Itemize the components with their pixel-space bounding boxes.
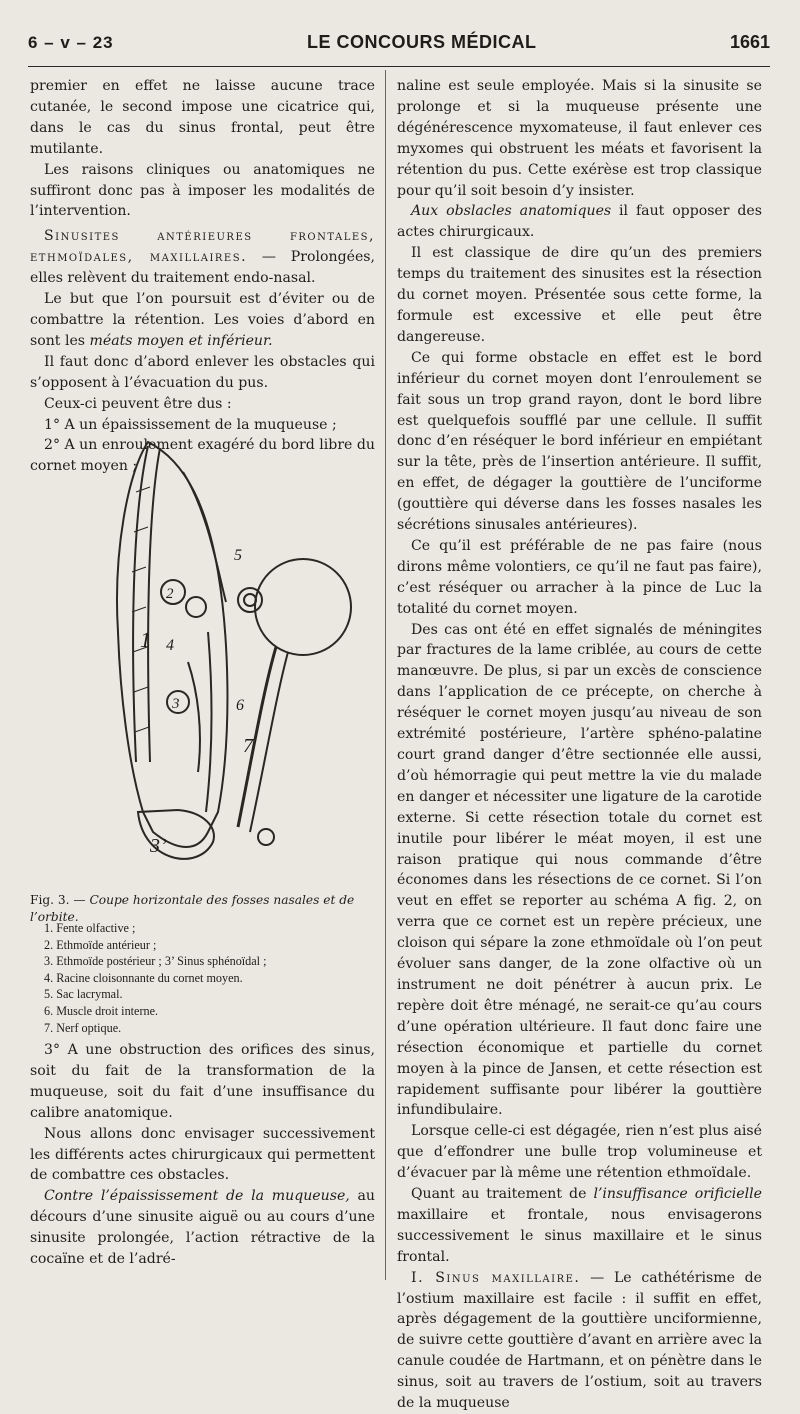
mark-4: 4 [166, 637, 174, 654]
emphasis: méats moyen et inférieur. [89, 332, 273, 349]
emphasis: Contre l’épaississement de la muqueuse, [44, 1188, 350, 1205]
figure-label: Fig. 3. [30, 893, 70, 907]
legend-item: 1. Fente olfactive ; [44, 921, 136, 935]
paragraph: naline est seule employée. Mais si la sinusite se prolonge et si la muqueuse présente une dégénérescence myxomateuse, il faut enlever ces myxomes qui obstruent les méats et favorisent la rétention du pus. Cette exérèse est trop classique pour qu’il soit besoin d’y insister. [397, 78, 762, 199]
section-heading [30, 226, 375, 289]
paragraph: Ceux-ci peuvent être dus : [44, 395, 232, 412]
journal-title: LE CONCOURS MÉDICAL [307, 32, 537, 52]
paragraph: I. Sinus maxillaire. — Le cathétérisme de l’ostium maxillaire est facile : il suffit en effet, après dégagement de la gouttière unciformienne, de suivre cette gouttière d’avant en arrière avec la canule coudée de Hartmann, et on pénètre dans le sinus, soit au travers de l’ostium, soit au travers de la muqueuse [397, 1269, 763, 1412]
header-rule [28, 66, 770, 67]
legend-item: 2. Ethmoïde antérieur ; [44, 937, 157, 952]
hatch-line [136, 487, 150, 492]
paragraph: Des cas ont été en effet signalés de méningites par fractures de la lame criblée, au cours de cette manœuvre. De plus, si par un excès de conscience dans l’application de ce précepte, on cherche à réséquer le cornet moyen jusqu’au niveau de son extrémité postérieure, l’artère sphéno-palatine court grand danger d’être sectionnée elle aussi, d’où hémorragie qui peut mettre la vie du malade en danger et nécessiter une ligature de la carotide externe. Si cette résection totale du cornet est inutile pour libérer le méat moyen, il est une raison pratique qui nous commande d’être économes dans les résections de ce cornet. Si l’on veut en effet se reporter au schéma A fig. 2, on verra que ce cornet est un repère précieux, une cloison qui sépare la zone ethmoïdale où l’on peut évoluer sans danger, de la zone olfactive où un instrument ne doit pénétrer à aucun prix. Le repère doit être ménagé, ne serait-ce qu’au cours d’une opération ultérieure. Il faut donc faire une résection économique et partielle du cornet moyen à la pince de Jansen, et cette résection est rapidement suffisante pour libérer la gouttière infundibulaire. [397, 621, 762, 1119]
legend-item: 5. Sac lacrymal. [44, 987, 123, 1002]
figure-nasal-section [88, 432, 368, 872]
paragraph: Ce qui forme obstacle en effet est le bord inférieur du cornet moyen dont l’enroulement se fait sous un trop grand rayon, dont le bord libre est quelquefois soufflé par une cellule. Il suffit donc d’en réséquer le bord inférieur en empiétant sur la tête, près de l’insertion antérieure. Il suffit, en effet, de dégager la gouttière de l’unciforme (gouttière qui déverse dans les fosses nasales les sécrétions sinusales antérieures). [397, 349, 762, 534]
paragraph: premier en effet ne laisse aucune trace cutanée, le second impose une cicatrice qui, dans le cas du sinus frontal, peut être mutilante. [30, 78, 375, 157]
septum-line-inner [148, 448, 160, 762]
legend-item: 3. Ethmoïde postérieur ; 3’ Sinus sphénoïdal ; [44, 954, 267, 969]
section-heading-rest: — Prolongées, elles relèvent du traitement endo-nasal. [30, 249, 375, 287]
mark-5: 5 [234, 547, 242, 564]
paragraph: Il faut donc d’abord enlever les obstacles qui s’opposent à l’évacuation du pus. [30, 353, 375, 391]
subsection-heading: I. Sinus maxillaire. [411, 1269, 581, 1286]
lacrimal-sac [238, 588, 262, 612]
figure-legend [44, 920, 267, 1036]
right-column [397, 76, 762, 1414]
paragraph: Les raisons cliniques ou anatomiques ne suffiront donc pas à imposer les modalités de l’intervention. [30, 161, 375, 220]
mark-3: 3 [172, 696, 180, 712]
paragraph: Contre l’épaississement de la muqueuse, au décours d’une sinusite aiguë ou au cours d’une sinusite prolongée, l’action rétractive de la cocaïne et de l’adré- [30, 1188, 375, 1268]
column-divider [385, 70, 386, 1280]
legend-item: 4. Racine cloisonnante du cornet moyen. [44, 970, 243, 985]
section-heading-smallcaps: Sinusites antérieures frontales, ethmoïdales, maxillaires. [30, 228, 375, 266]
paragraph: Aux obslacles anatomiques il faut opposer des actes chirurgicaux. [397, 203, 762, 241]
anatomical-drawing [88, 432, 368, 872]
paragraph: 3° A une obstruction des orifices des sinus, soit du fait de la transformation de la muqueuse, soit du fait d’une insuffisance du calibre anatomique. [30, 1042, 375, 1121]
paragraph: Ce qu’il est préférable de ne pas faire (nous dirons même volontiers, ce qu’il ne faut pas faire), c’est réséquer ou arracher à la pince de Luc la totalité du cornet moyen. [397, 537, 762, 617]
figure-title: — Coupe horizontale des fosses nasales et de l’orbite. [30, 893, 355, 924]
list-item: 2° A un enroulement exagéré du bord libre du cornet moyen ; [30, 437, 375, 475]
middle-turbinate [188, 662, 200, 772]
paragraph: Lorsque celle-ci est dégagée, rien n’est plus aisé que d’effondrer une bulle trop volumineuse et d’évacuer par là même une rétention ethmoïdale. [397, 1123, 762, 1182]
emphasis: Aux obslacles anatomiques [411, 203, 612, 220]
legend-item: 6. Muscle droit interne. [44, 1003, 159, 1018]
hatch-line [134, 687, 148, 692]
left-column-bottom [30, 1040, 375, 1270]
mark-3-prime: 3’ [150, 835, 167, 857]
mark-6: 6 [236, 697, 244, 714]
emphasis: l’insuffisance orificielle [593, 1186, 762, 1203]
lacrimal-sac-inner [244, 594, 256, 606]
septum-line [133, 446, 148, 762]
issue-number: 6 – v – 23 [28, 33, 114, 52]
hatch-line [135, 727, 149, 732]
page-header [28, 32, 770, 62]
page-number: 1661 [729, 32, 770, 52]
list-item: 1° A un épaississement de la muqueuse ; [44, 416, 337, 433]
optic-foramen [258, 829, 274, 845]
ethmoid-cell [186, 597, 206, 617]
paragraph: Le but que l’on poursuit est d’éviter ou de combattre la rétention. Les voies d’abord en sont les méats moyen et inférieur. [30, 291, 375, 349]
medial-rectus [206, 632, 212, 812]
mark-2: 2 [166, 586, 174, 602]
paragraph: Il est classique de dire qu’un des premiers temps du traitement des sinusites est la résection du cornet moyen. Présentée sous cette forme, la formule est excessive et elle peut être dangereuse. [397, 245, 762, 345]
mark-7: 7 [243, 735, 253, 757]
left-column-top [30, 76, 375, 477]
paragraph: Quant au traitement de l’insuffisance orificielle maxillaire et frontale, nous envisagerons successivement le sinus maxillaire et le sinus frontal. [397, 1186, 762, 1265]
eye-globe [255, 559, 351, 655]
legend-item: 7. Nerf optique. [44, 1020, 122, 1035]
mark-1: 1 [140, 627, 151, 652]
paragraph: Nous allons donc envisager successivement les différents actes chirurgicaux qui permettent de combattre ces obstacles. [30, 1125, 375, 1184]
